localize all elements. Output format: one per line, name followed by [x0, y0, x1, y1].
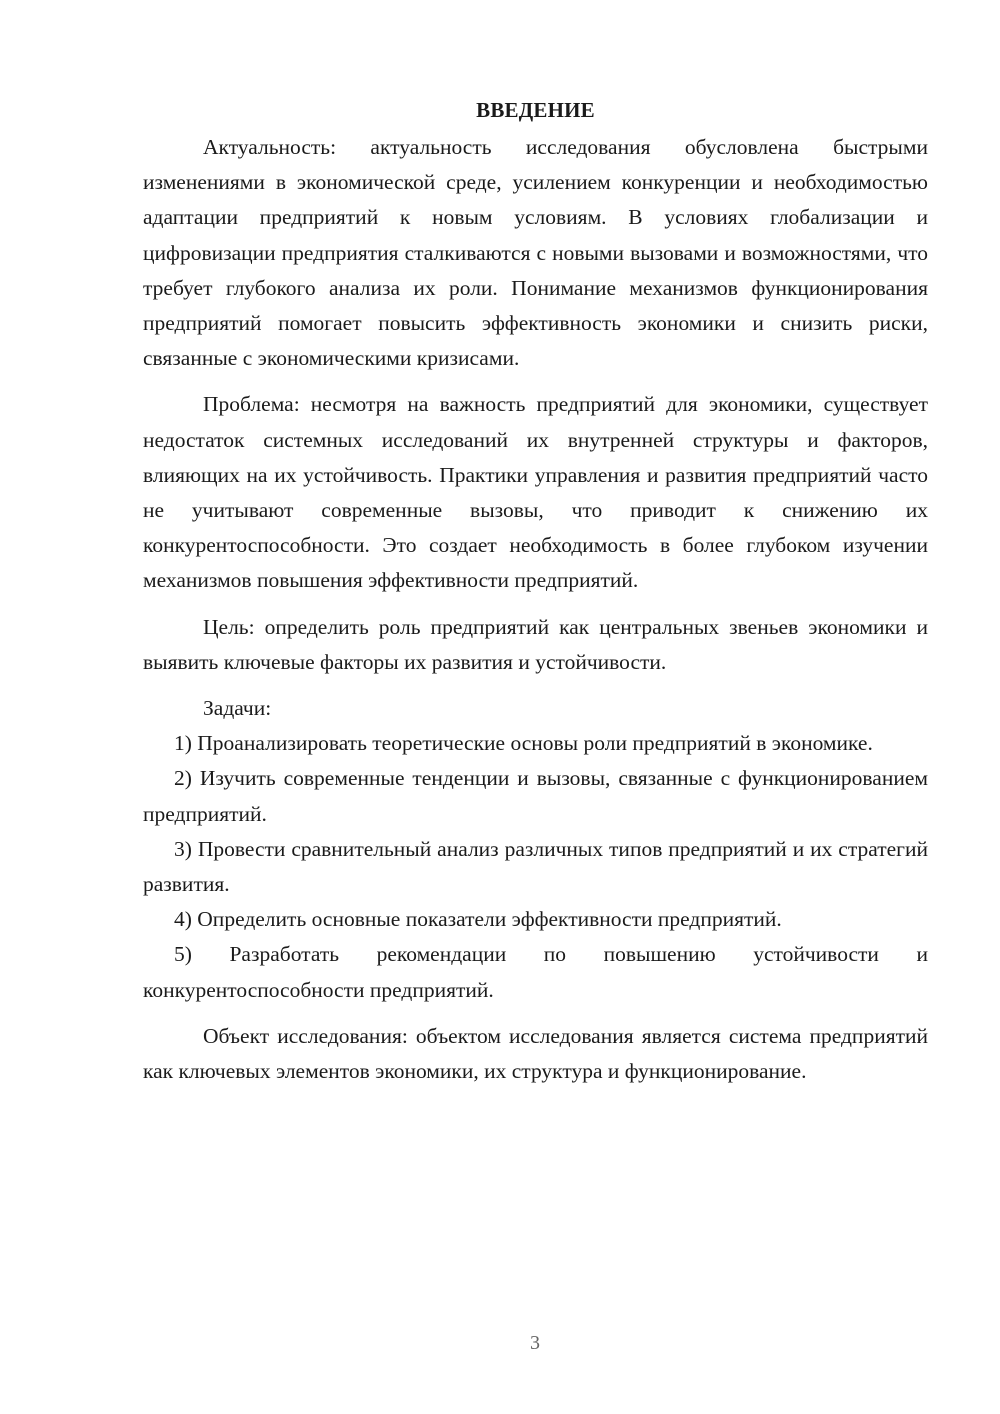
task-item: 1) Проанализировать теоретические основы роли предприятий в экономике.	[174, 731, 873, 756]
task-item: 2) Изучить современные тенденции и вызовы, связанные с функционированием предприятий.	[143, 766, 928, 826]
tasks-list	[143, 726, 928, 1008]
relevance-paragraph: Актуальность: актуальность исследования обусловлена быстрыми изменениями в экономической среде, усилением конкуренции и необходимостью адаптации предприятий к новым условиям. В условиях глобализации и цифровизации предприятия сталкиваются с новыми вызовами и возможностями, что требует глубокого анализа их роли. Понимание механизмов функционирования предприятий помогает повысить эффективность экономики и снизить риски, связанные с экономическими кризисами.	[143, 135, 928, 371]
object-paragraph: Объект исследования: объектом исследования является система предприятий как ключевых элементов экономики, их структура и функционирование.	[143, 1023, 928, 1084]
page-number: 3	[530, 1332, 540, 1354]
section-heading: ВВЕДЕНИЕ	[476, 98, 595, 122]
problem-paragraph: Проблема: несмотря на важность предприятий для экономики, существует недостаток системных исследований их внутренней структуры и факторов, влияющих на их устойчивость. Практики управления и развития предприятий часто не учитывают современные вызовы, что приводит к снижению их конкурентоспособности. Это создает необходимость в более глубоком изучении механизмов повышения эффективности предприятий.	[143, 392, 928, 593]
task-item: 4) Определить основные показатели эффективности предприятий.	[174, 907, 782, 932]
document-page	[143, 92, 928, 1089]
tasks-label: Задачи:	[203, 696, 272, 721]
goal-paragraph: Цель: определить роль предприятий как центральных звеньев экономики и выявить ключевые факторы их развития и устойчивости.	[143, 614, 928, 674]
task-item: 3) Провести сравнительный анализ различных типов предприятий и их стратегий развития.	[143, 836, 928, 897]
task-item: 5) Разработать рекомендации по повышению устойчивости и конкурентоспособности предприятий.	[143, 942, 928, 1002]
